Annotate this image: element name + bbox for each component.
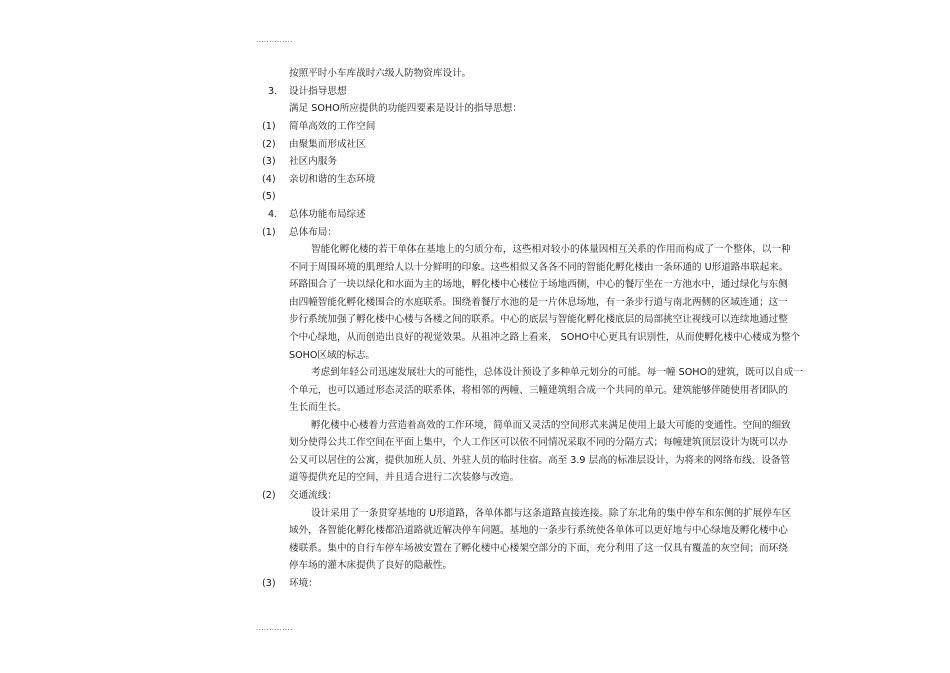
text-line: 个单元，也可以通过形态灵活的联系体，将相邻的两幢、三幢建筑组合成一个共同的单元。建筑能够伴随使用者团队的 (289, 385, 788, 396)
list-number: (2) (262, 139, 276, 150)
text-line: 环境： (289, 578, 318, 589)
text-line: 社区内服务 (289, 156, 337, 167)
footer-dotted-rule: ·············· (256, 626, 293, 634)
text-line: 域外，各智能化孵化楼都沿道路就近解决停车问题。基地的一条步行系统使各单体可以更好地与中心绿地及孵化楼中心 (289, 525, 788, 536)
text-line: 公又可以居住的公寓，提供加班人员、外驻人员的临时住宿。高至 3.9 层高的标准层设计，为将来的网络布线、设备管 (289, 455, 791, 466)
text-line: 考虑到年轻公司迅速发展壮大的可能性，总体设计预设了多种单元划分的可能。每一幢 SOHO的建筑，既可以自成一 (311, 367, 803, 378)
list-number: (2) (262, 490, 276, 501)
text-line: 亲切和谐的生态环境 (289, 174, 376, 185)
text-line: 总体布局： (289, 227, 337, 238)
header-dotted-rule: ·············· (256, 38, 293, 46)
text-line: 生长而生长。 (289, 402, 347, 413)
text-line: 楼联系。集中的自行车停车场被安置在了孵化楼中心楼架空部分的下面，充分利用了这一仅具有覆盖的灰空间；而环绕 (289, 543, 788, 554)
text-line: 由四幢智能化孵化楼围合的水庭联系。围绕着餐厅水池的是一片休息场地，有一条步行道与南北两侧的区域连通；这一 (289, 297, 788, 308)
text-line: 交通流线： (289, 490, 337, 501)
list-number: (1) (262, 227, 276, 238)
text-line: 道等提供充足的空间，并且适合进行二次装修与改造。 (289, 472, 520, 483)
text-line: 不同于周围环境的肌理给人以十分鲜明的印象。这些相似又各各不同的智能化孵化楼由一条环通的 U形道路串联起来。 (289, 262, 789, 273)
text-line: 环路围合了一块以绿化和水面为主的场地，孵化楼中心楼位于场地西侧，中心的餐厅坐在一方池水中，通过绿化与东侧 (289, 279, 788, 290)
list-number: (5) (262, 191, 276, 202)
text-line: 停车场的灌木床提供了良好的隐蔽性。 (289, 560, 453, 571)
list-number: (4) (262, 174, 276, 185)
list-number: 4. (268, 209, 278, 220)
list-number: (3) (262, 156, 276, 167)
text-line: 孵化楼中心楼着力营造着高效的工作环境，简单而又灵活的空间形式来满足使用上最大可能的变通性。空间的细致 (311, 420, 791, 431)
text-line: 个中心绿地，从而创造出良好的视觉效果。从祖冲之路上看来， SOHO中心更具有识别性，从而使孵化楼中心楼成为整个 (289, 332, 801, 343)
list-number: (3) (262, 578, 276, 589)
text-line: 划分使得公共工作空间在平面上集中，个人工作区可以依不同情况采取不同的分隔方式；每幢建筑顶层设计为既可以办 (289, 437, 788, 448)
text-line: 按照平时小车库战时六级人防物资库设计。 (289, 68, 472, 79)
text-line: SOHO区域的标志。 (289, 350, 375, 361)
text-line: 智能化孵化楼的若干单体在基地上的匀质分布，这些相对较小的体量因相互关系的作用而构成了一个整体，以一种 (311, 244, 791, 255)
text-line: 满足 SOHO所应提供的功能四要素是设计的指导思想： (289, 103, 522, 114)
text-line: 总体功能布局综述 (289, 209, 366, 220)
text-line: 步行系统加强了孵化楼中心楼与各楼之间的联系。中心的底层与智能化孵化楼底层的局部挑空让视线可以连续地通过整 (289, 314, 788, 325)
list-number: 3. (268, 86, 278, 97)
list-number: (1) (262, 121, 276, 132)
text-line: 设计采用了一条贯穿基地的 U形道路，各单体都与这条道路直接连接。除了东北角的集中停车和东侧的扩展停车区 (311, 508, 792, 519)
text-line: 由聚集而形成社区 (289, 139, 366, 150)
text-line: 设计指导思想 (289, 86, 347, 97)
text-line: 简单高效的工作空间 (289, 121, 376, 132)
